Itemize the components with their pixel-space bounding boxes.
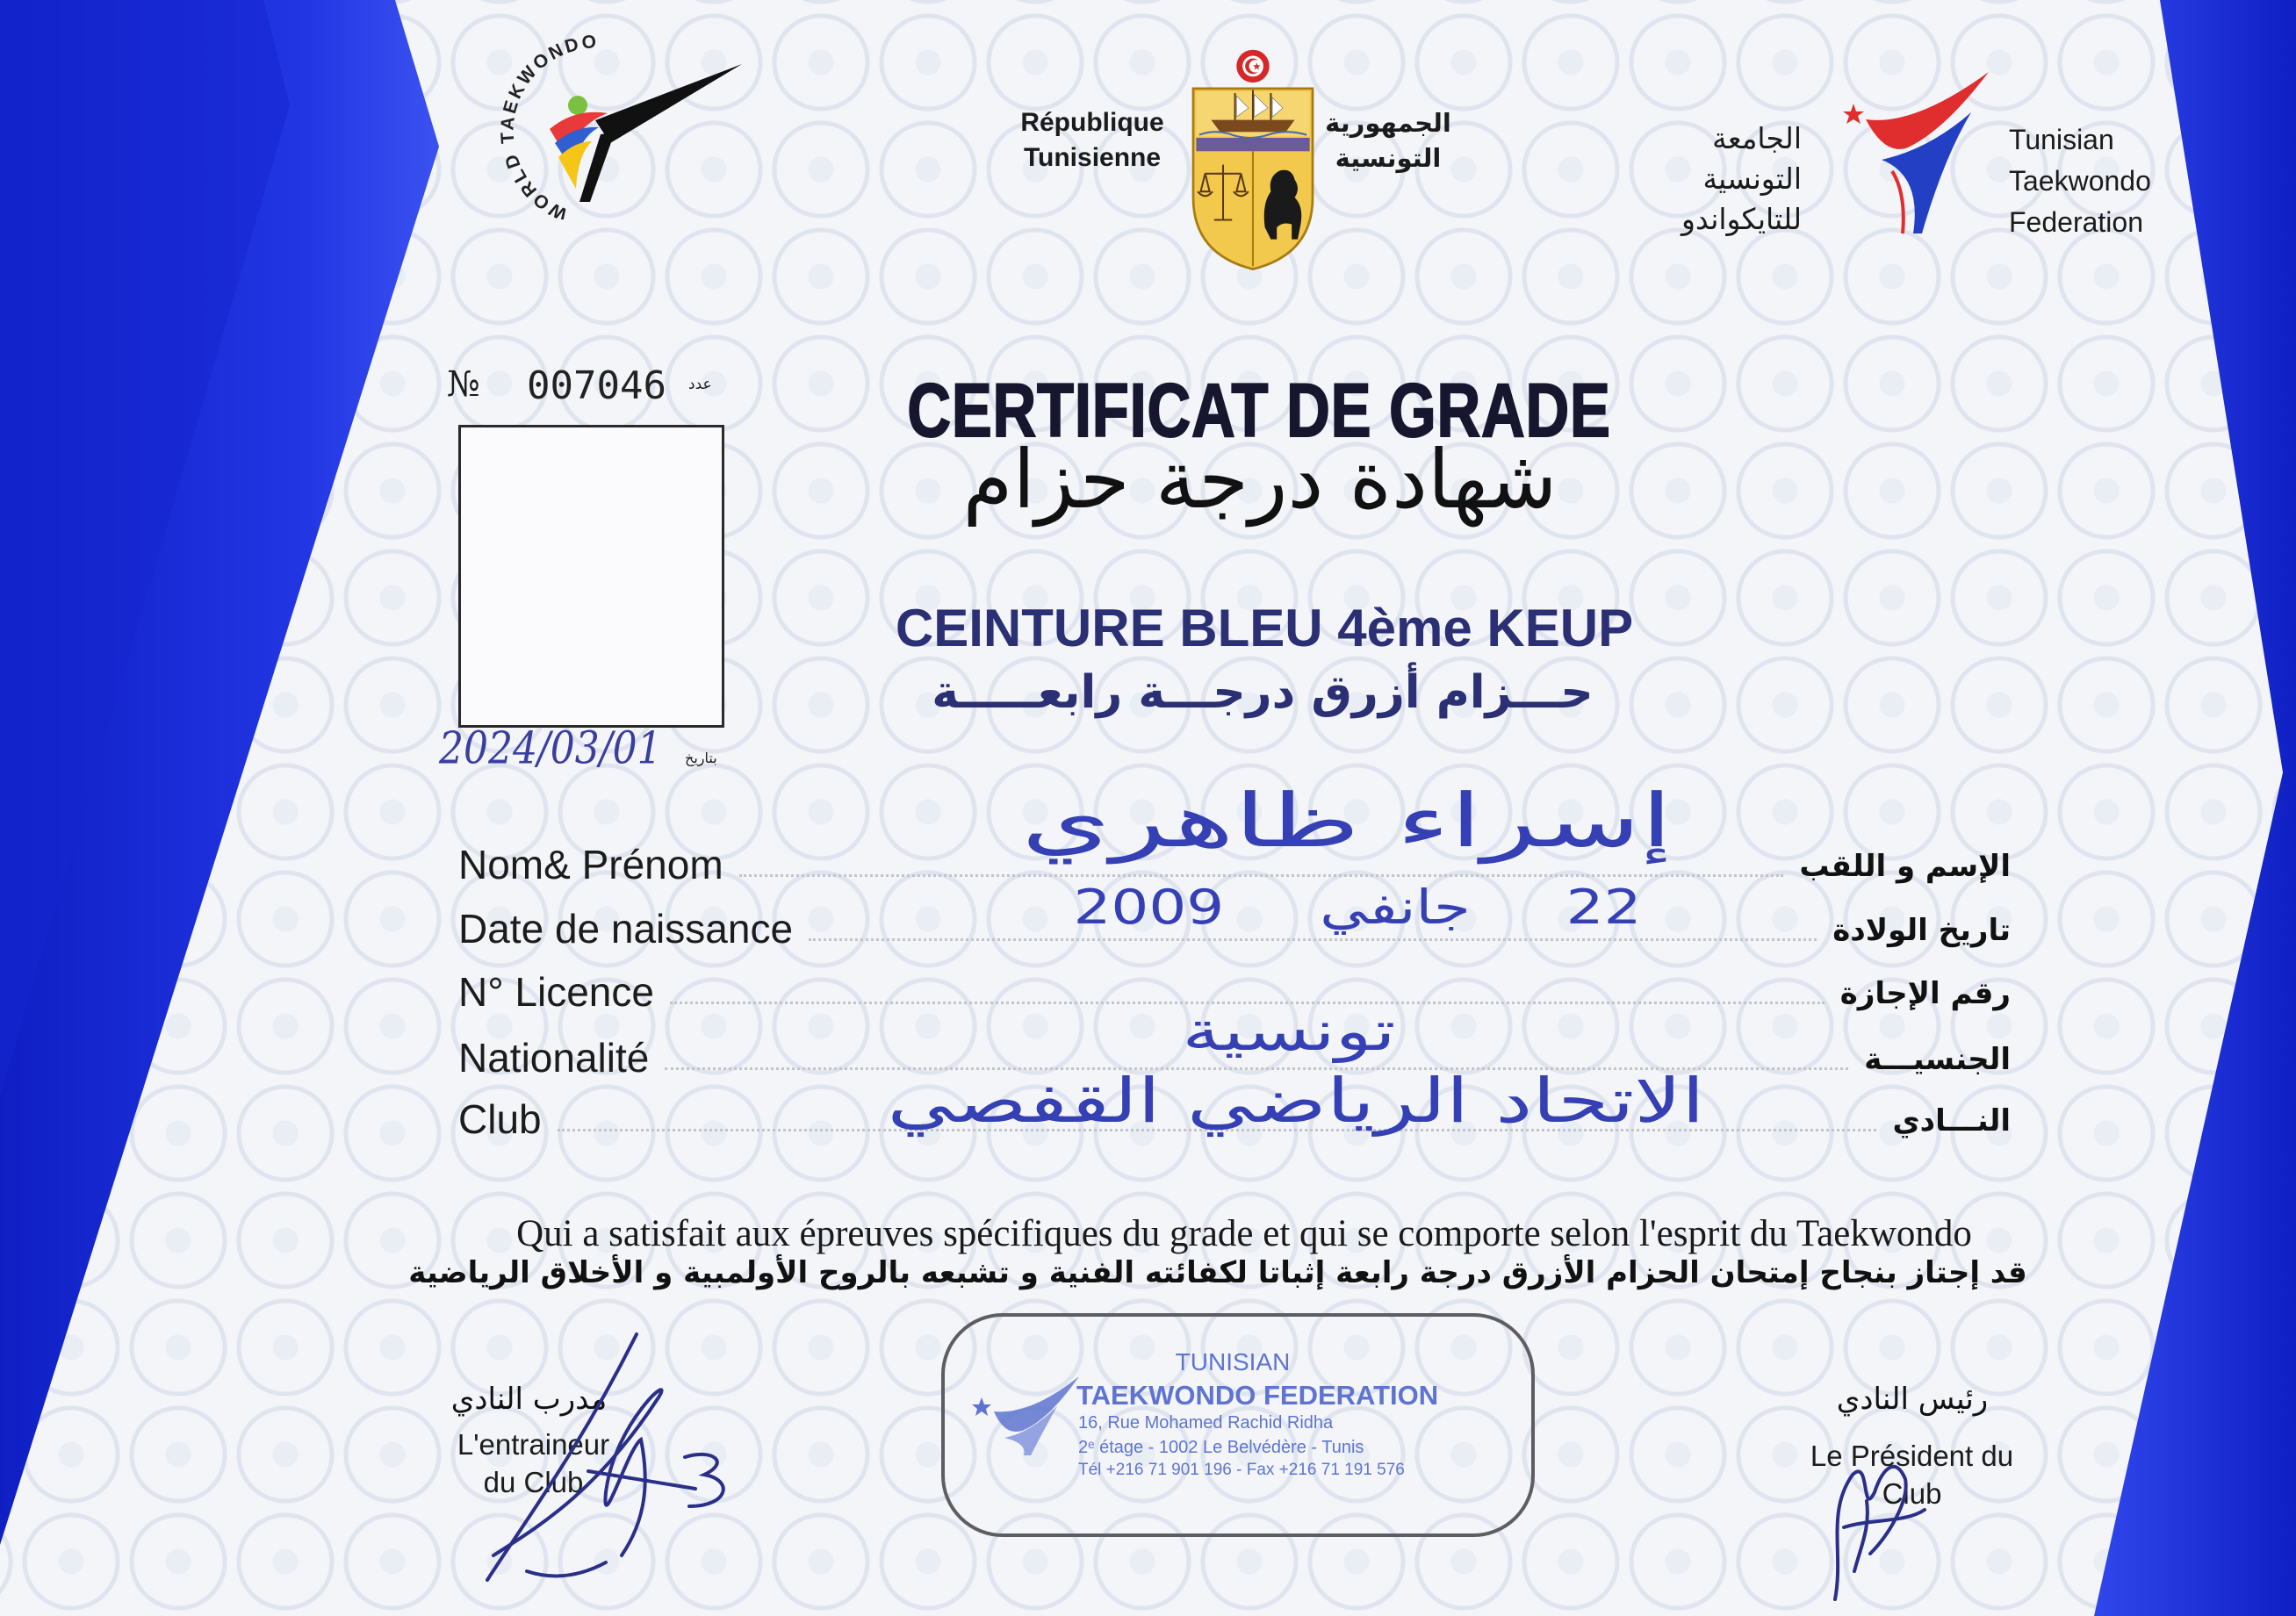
- field-label-ar: الإسم و اللقب: [1799, 848, 2011, 884]
- field-label-ar: رقم الإجازة: [1839, 975, 2011, 1011]
- coach-signature-icon: [474, 1317, 738, 1598]
- stamp-line-5: Tél +216 71 901 196 - Fax +216 71 191 576: [1078, 1461, 1405, 1479]
- dotted-leader: [809, 938, 1817, 941]
- republic-ar-line-2: التونسية: [1335, 143, 1442, 173]
- logo-red-line: [1892, 171, 1904, 233]
- number-symbol: №: [447, 364, 480, 405]
- stamp-line-1: TUNISIAN: [1175, 1348, 1291, 1375]
- issue-date-label-ar: بتاريخ: [685, 750, 717, 766]
- president-label-fr-line-2: Club: [1882, 1477, 1942, 1510]
- number-label-ar: عدد: [688, 376, 712, 393]
- issue-date-handwritten: 2024/03/01: [439, 722, 662, 775]
- republic-fr-line-2: Tunisienne: [1023, 143, 1162, 172]
- ship: [1196, 90, 1309, 138]
- republic-fr-line-1: République: [1020, 108, 1164, 137]
- certificate-title-ar: شهادة درجة حزام: [962, 433, 1558, 527]
- federation-ar-line-1: الجامعة: [1712, 121, 1802, 155]
- nationality-value-handwritten: تونسية: [1182, 999, 1396, 1063]
- republic-ar-line-1: الجمهورية: [1325, 108, 1451, 138]
- grade-title-ar: حـــزام أزرق درجـــة رابعـــــة: [932, 666, 1594, 719]
- motto-band: [1196, 138, 1309, 151]
- federation-name-ar: [1616, 119, 1802, 240]
- logo-kick-leg: [595, 64, 742, 143]
- stamp-logo-icon: [969, 1368, 1083, 1455]
- certificate-number: 007046: [527, 363, 666, 408]
- stamp-line-2: TAEKWONDO FEDERATION: [1076, 1380, 1439, 1411]
- stamp-line-4: 2ᵉ étage - 1002 Le Belvédère - Tunis: [1078, 1438, 1364, 1457]
- certificate-title-fr: CERTIFICAT DE GRADE: [907, 369, 1611, 453]
- grade-title-fr: CEINTURE BLEU 4ème KEUP: [895, 599, 1634, 657]
- club-value-handwritten: الاتحاد الرياضي القفصي: [887, 1065, 1705, 1137]
- flag-emblem: [1236, 50, 1269, 83]
- republic-name-fr: [1008, 105, 1177, 176]
- field-label-fr: Nom& Prénom: [458, 842, 723, 887]
- federation-stamp: [941, 1313, 1535, 1537]
- logo-head: [568, 96, 587, 115]
- coach-label-fr-line-2: du Club: [483, 1466, 584, 1498]
- federation-en-line-1: Tunisian: [2009, 124, 2114, 155]
- federation-en-line-2: Taekwondo: [2009, 165, 2151, 197]
- statement-ar: قد إجتاز بنجاح إمتحان الحزام الأزرق درجة رابعة إثباتا لكفائته الفنية و تشبعه بالروح الأولمبية و الأخلاق الرياضية: [408, 1255, 2027, 1290]
- field-label-fr: N° Licence: [458, 969, 654, 1015]
- statement-fr: Qui a satisfait aux épreuves spécifiques du grade et qui se comporte selon l'esprit du Taekwondo: [516, 1213, 1972, 1254]
- president-signature-icon: [1809, 1440, 1940, 1606]
- republic-name-ar: [1321, 105, 1455, 176]
- field-label-fr: Date de naissance: [458, 906, 794, 952]
- logo-red-swoosh: [1866, 72, 1989, 149]
- field-label-ar: النـــادي: [1892, 1102, 2011, 1138]
- tunisia-coat-of-arms-icon: [1178, 48, 1328, 272]
- field-label-fr: Nationalité: [458, 1035, 650, 1081]
- dotted-leader: [739, 874, 1784, 877]
- world-taekwondo-logo-text: WORLD TAEKWONDO: [497, 32, 600, 219]
- federation-ar-line-2: التونسية: [1702, 162, 1802, 196]
- birthdate-value-handwritten: 22 جانفي 2009: [1073, 880, 1642, 935]
- field-label-ar: تاريخ الولادة: [1832, 912, 2011, 948]
- name-value-handwritten: إسراء ظاهري: [1021, 778, 1673, 864]
- president-label-fr-line-1: Le Président du: [1810, 1440, 2014, 1472]
- federation-ar-line-3: للتايكواندو: [1681, 202, 1802, 236]
- coach-label-ar: مدرب النادي: [450, 1382, 608, 1417]
- photo-box: [458, 425, 724, 728]
- federation-name-en: [2009, 119, 2163, 243]
- federation-en-line-3: Federation: [2009, 206, 2143, 238]
- logo-star: [1843, 104, 1864, 124]
- field-label-fr: Club: [458, 1096, 542, 1142]
- president-label-ar: رئيس النادي: [1836, 1382, 1989, 1417]
- tunisian-taekwondo-federation-logo-icon: [1831, 61, 1997, 241]
- stamp-line-3: 16, Rue Mohamed Rachid Ridha: [1078, 1413, 1334, 1433]
- world-taekwondo-logo-icon: [492, 22, 746, 219]
- field-label-ar: الجنسيـــة: [1864, 1041, 2011, 1077]
- coach-label-fr-line-1: L'entraineur: [457, 1428, 610, 1461]
